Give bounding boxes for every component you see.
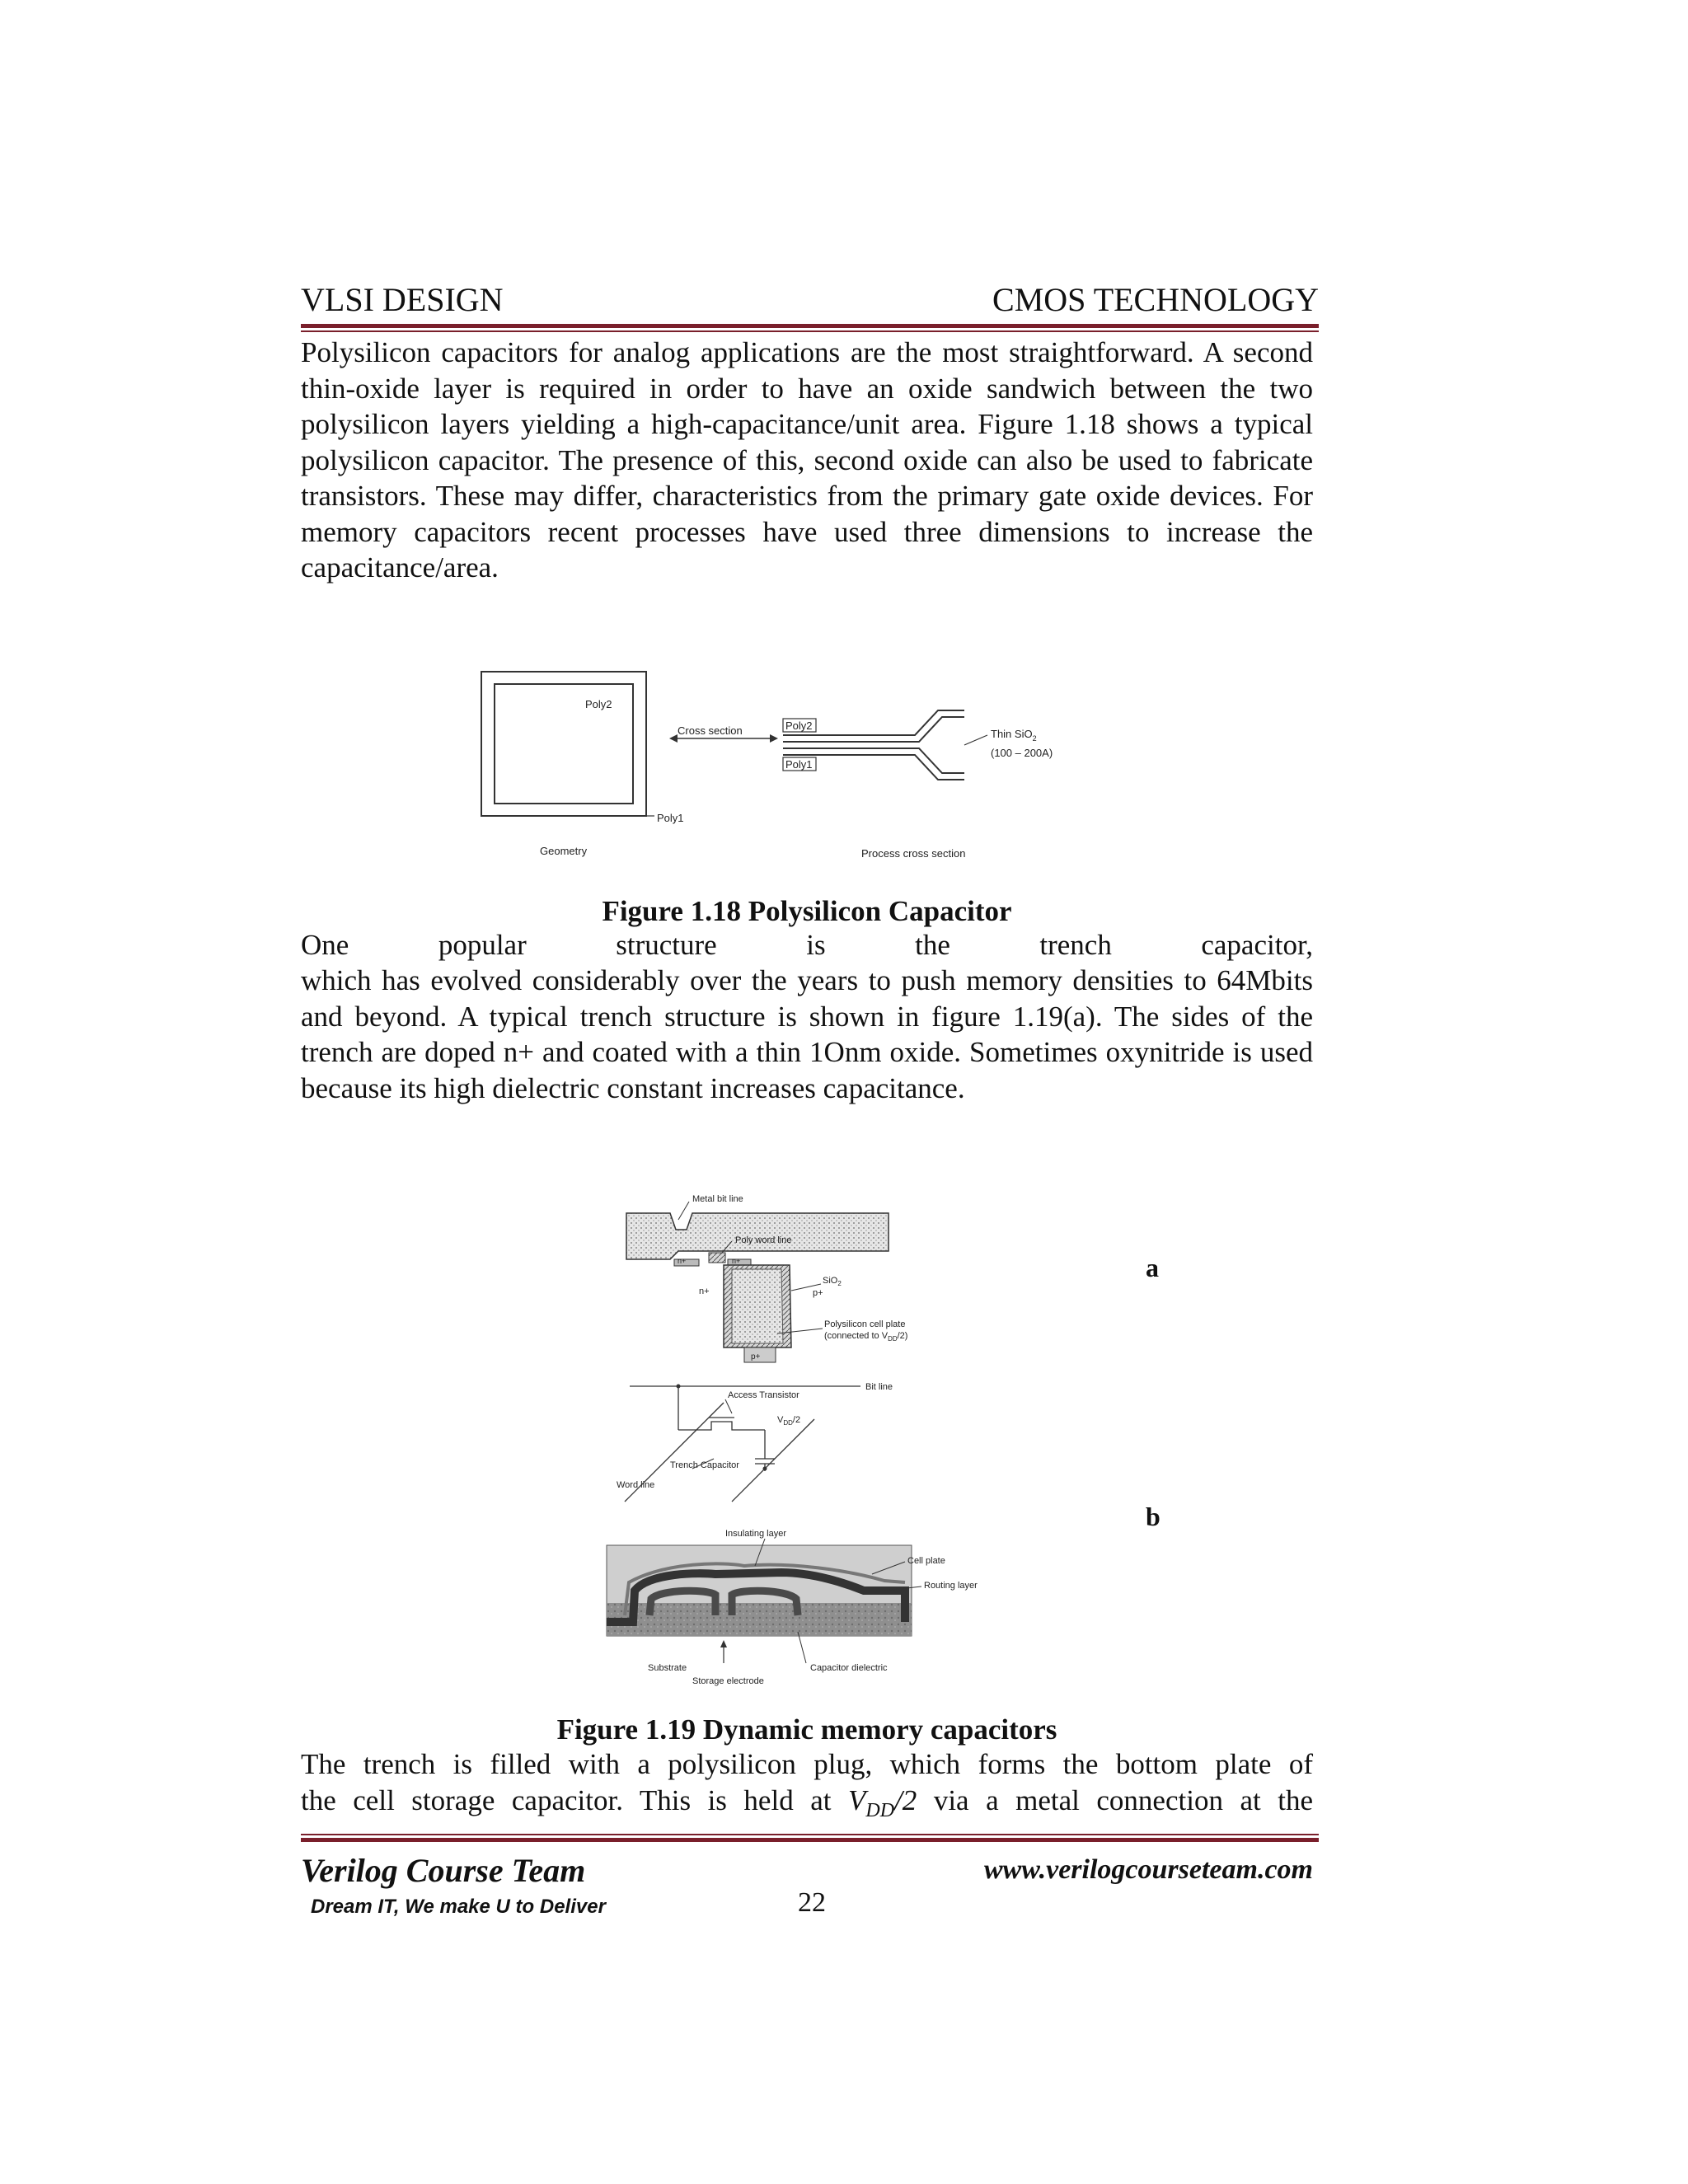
poly2-layer-label: Poly2 <box>785 719 813 732</box>
bit-line-label: Bit line <box>865 1382 893 1392</box>
vdd2-label: $V_{DD}/2$ <box>777 1415 801 1427</box>
substrate-label: Substrate <box>648 1663 687 1673</box>
dram-cell-schematic <box>617 1382 893 1502</box>
capacitor-dielectric-label: Capacitor dielectric <box>810 1663 888 1673</box>
figure-dynamic-memory-capacitors <box>600 1187 1029 1690</box>
cell-plate-label: Polysilicon cell plate <box>824 1319 906 1329</box>
access-transistor <box>678 1422 765 1430</box>
figure-119-caption: Figure 1.19 Dynamic memory capacitors <box>556 1713 1057 1746</box>
footer-rule-thick <box>301 1838 1319 1842</box>
paragraph-trench-capacitor: which has evolved considerably over the years to push memory densities to 64Mbits and beyond. A typical trench structure is shown in figure 1.19(a). The sides of the trench are doped n+ and coated with a thin 1Onm oxide. Sometimes oxynitride is used because its high dielectric constant increases capacitance. <box>301 964 1313 1104</box>
access-transistor-label: Access Transistor <box>728 1390 799 1400</box>
sio2-label: SiO$_2$ <box>823 1276 842 1287</box>
process-cross-section-label: Process cross section <box>861 847 966 860</box>
stacked-capacitor-cross-section <box>607 1529 978 1686</box>
cross-section-label: Cross section <box>678 724 743 737</box>
metal-bit-line-label: Metal bit line <box>692 1194 743 1204</box>
paragraph-trench-plug-line2: the cell storage capacitor. This is held at $V_{DD}/2$ via a metal connection at the <box>301 1783 1313 1821</box>
cell-plate-b-label: Cell plate <box>907 1556 945 1566</box>
storage-electrode-label: Storage electrode <box>692 1676 764 1686</box>
n-plus-label-3: n+ <box>699 1286 710 1296</box>
poly2-label: Poly2 <box>585 698 612 710</box>
trench-cross-section <box>626 1194 907 1362</box>
routing-layer-label: Routing layer <box>924 1581 978 1591</box>
poly2-outline <box>495 684 633 804</box>
header-left: VLSI DESIGN <box>301 281 504 318</box>
poly1-outline <box>481 672 646 816</box>
figure-polysilicon-capacitor <box>470 659 1162 874</box>
footer-url[interactable]: www.verilogcourseteam.com <box>983 1854 1313 1885</box>
insulating-layer-label: Insulating layer <box>725 1529 786 1539</box>
thickness-label: (100 – 200A) <box>991 747 1053 759</box>
poly1-layer-label: Poly1 <box>785 758 813 771</box>
paragraph-trench-plug <box>301 1746 1313 1829</box>
trench-capacitor-label: Trench Capacitor <box>670 1460 739 1470</box>
p-plus-label: p+ <box>813 1288 823 1298</box>
header-rule-thin <box>301 330 1319 332</box>
paragraph-trench-plug-line1: The trench is filled with a polysilicon plug, which forms the bottom plate of <box>301 1748 1313 1780</box>
n-plus-label-1: n+ <box>678 1257 687 1265</box>
page-number: 22 <box>798 1887 826 1918</box>
poly-word-line <box>709 1253 725 1263</box>
paragraph-polysilicon-capacitors: Polysilicon capacitors for analog applications are the most straightforward. A second thin-oxide layer is required in order to have an oxide sandwich between the two polysilicon layers yielding a high-capacitance/unit area. Figure 1.18 shows a typical polysilicon capacitor. The presence of this, second oxide can also be used to fabricate transistors. These may differ, characteristics from the primary gate oxide devices. For memory capacitors recent processes have used three dimensions to increase the capacitance/area. <box>301 336 1313 583</box>
footer-tagline: Dream IT, We make U to Deliver <box>311 1896 606 1918</box>
header-rule-thick <box>301 324 1319 328</box>
p-plus-bottom-label: p+ <box>751 1352 761 1361</box>
word-line-label: Word line <box>617 1480 655 1490</box>
footer-rule-thin <box>301 1834 1319 1835</box>
cell-plate-connection-label: (connected to $V_{DD}/2$) <box>824 1331 908 1343</box>
footer-title: Verilog Course Team <box>301 1852 586 1889</box>
n-plus-label-2: n+ <box>732 1257 741 1265</box>
figure-part-a-label: a <box>1146 1253 1159 1282</box>
figure-part-b-label: b <box>1146 1502 1160 1531</box>
poly-word-line-label: Poly word line <box>735 1235 792 1245</box>
thin-sio2-label: Thin SiO$_2$ <box>991 728 1037 743</box>
paragraph-trench-line1: One popular structure is the trench capacitor, <box>301 929 1313 961</box>
figure-118-caption: Figure 1.18 Polysilicon Capacitor <box>602 895 1012 927</box>
geometry-label: Geometry <box>540 845 588 857</box>
header-right: CMOS TECHNOLOGY <box>992 281 1319 318</box>
poly1-label: Poly1 <box>657 812 684 824</box>
